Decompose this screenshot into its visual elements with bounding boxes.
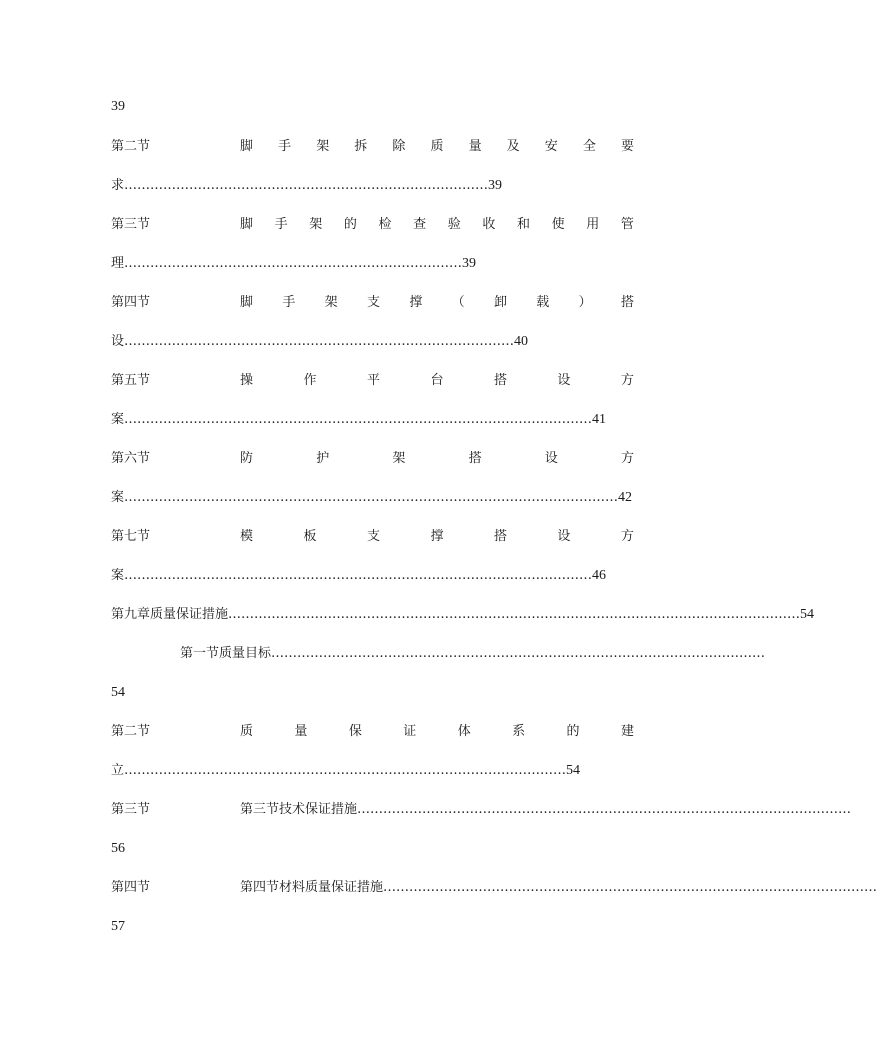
- toc-title-char: 证: [403, 724, 417, 739]
- toc-title-char: 平: [366, 373, 380, 388]
- toc-leader-dots: ……………………………………………………………………………………………………: [124, 490, 619, 505]
- toc-leader-dots: ……………………………………………………………………………………………………: [383, 880, 877, 895]
- toc-page-number: 46: [592, 568, 607, 583]
- toc-title-char: 要: [620, 139, 634, 154]
- toc-section-title: 第三节技术保证措施: [240, 802, 358, 817]
- toc-leader-line: [111, 178, 502, 194]
- toc-chapter-title: 第九章质量保证措施: [111, 607, 229, 622]
- toc-title-char: 支: [366, 529, 380, 544]
- toc-title-tail: 案: [111, 412, 125, 427]
- toc-section-line: [240, 880, 877, 896]
- toc-title-char: 搭: [493, 529, 507, 544]
- toc-title-char: 方: [620, 529, 634, 544]
- toc-title-char: 脚: [240, 295, 254, 310]
- toc-title-char: 操: [240, 373, 254, 388]
- toc-title-char: 体: [457, 724, 471, 739]
- toc-section-label: 第四节: [111, 880, 151, 895]
- toc-page-number: 42: [618, 490, 633, 505]
- toc-leader-dots: …………………………………………………………………………: [124, 178, 489, 193]
- toc-title-char: 脚: [240, 139, 254, 154]
- toc-section-label: 第七节: [111, 529, 151, 544]
- toc-section-label: 第三节: [111, 217, 151, 232]
- toc-title-char: 设: [557, 529, 571, 544]
- toc-page-number: 54: [566, 763, 581, 778]
- toc-page-number: 57: [111, 919, 125, 934]
- toc-section-label: 第五节: [111, 373, 151, 388]
- toc-title-char: 模: [240, 529, 254, 544]
- toc-title-char: 手: [278, 139, 292, 154]
- toc-title-char: 手: [282, 295, 296, 310]
- toc-page-number: 56: [111, 841, 125, 856]
- toc-page-number: 39: [462, 256, 477, 271]
- toc-title-char: 载: [536, 295, 550, 310]
- toc-section-title: [240, 529, 634, 545]
- toc-leader-dots: ………………………………………………………………………………: [124, 334, 515, 349]
- toc-section-title: 第四节材料质量保证措施: [240, 880, 384, 895]
- toc-title-char: 验: [447, 217, 461, 232]
- toc-section-label: 第二节: [111, 724, 151, 739]
- toc-page-number: 39: [488, 178, 503, 193]
- toc-title-char: 支: [366, 295, 380, 310]
- toc-title-char: 台: [430, 373, 444, 388]
- toc-title-tail: 理: [111, 256, 125, 271]
- toc-title-char: 卸: [493, 295, 507, 310]
- toc-section-title: 第一节质量目标: [180, 646, 272, 661]
- toc-title-char: 的: [343, 217, 357, 232]
- toc-title-char: 搭: [493, 373, 507, 388]
- toc-section-title: [240, 373, 634, 389]
- toc-section-line: [240, 802, 852, 818]
- toc-title-char: 的: [566, 724, 580, 739]
- toc-title-char: 架: [324, 295, 338, 310]
- toc-title-char: 架: [392, 451, 406, 466]
- toc-section-title: [240, 724, 634, 740]
- toc-title-char: 设: [557, 373, 571, 388]
- toc-title-char: 方: [620, 451, 634, 466]
- toc-title-char: 脚: [240, 217, 254, 232]
- toc-title-char: 手: [274, 217, 288, 232]
- toc-section-line: [180, 646, 766, 662]
- toc-title-char: 及: [506, 139, 520, 154]
- toc-title-tail: 案: [111, 490, 125, 505]
- toc-title-char: 拆: [354, 139, 368, 154]
- toc-leader-dots: ……………………………………………………………………: [124, 256, 463, 271]
- toc-title-tail: 立: [111, 763, 125, 778]
- toc-title-char: 全: [582, 139, 596, 154]
- toc-leader-dots: ……………………………………………………………………………………………………: [271, 646, 766, 661]
- toc-leader-line: [111, 256, 476, 272]
- toc-page-number: 54: [111, 685, 125, 700]
- toc-title-char: 搭: [620, 295, 634, 310]
- toc-leader-line: [111, 412, 606, 428]
- toc-leader-line: [111, 490, 632, 506]
- toc-title-char: 板: [303, 529, 317, 544]
- toc-title-tail: 设: [111, 334, 125, 349]
- toc-title-char: 架: [309, 217, 323, 232]
- toc-page-number: 41: [592, 412, 607, 427]
- toc-title-char: 架: [316, 139, 330, 154]
- toc-title-char: 用: [586, 217, 600, 232]
- toc-title-char: 检: [378, 217, 392, 232]
- toc-title-char: 建: [620, 724, 634, 739]
- toc-title-char: 质: [430, 139, 444, 154]
- toc-title-char: 系: [512, 724, 526, 739]
- toc-chapter-line: [111, 607, 814, 623]
- toc-title-char: 和: [517, 217, 531, 232]
- toc-section-label: 第四节: [111, 295, 151, 310]
- toc-title-char: 方: [620, 373, 634, 388]
- toc-page-number: 39: [111, 99, 125, 114]
- toc-title-char: 使: [551, 217, 565, 232]
- toc-section-title: [240, 451, 634, 467]
- toc-title-char: 防: [240, 451, 254, 466]
- toc-page-number: 54: [800, 607, 815, 622]
- toc-title-char: 量: [468, 139, 482, 154]
- toc-section-label: 第六节: [111, 451, 151, 466]
- toc-title-char: 作: [303, 373, 317, 388]
- toc-title-tail: 求: [111, 178, 125, 193]
- toc-title-char: 管: [620, 217, 634, 232]
- toc-title-char: 除: [392, 139, 406, 154]
- toc-title-char: （: [451, 295, 465, 310]
- toc-section-title: [240, 139, 634, 155]
- toc-leader-line: [111, 568, 606, 584]
- toc-section-label: 第二节: [111, 139, 151, 154]
- toc-leader-dots: ………………………………………………………………………………………………: [124, 412, 593, 427]
- toc-title-char: 搭: [468, 451, 482, 466]
- toc-title-char: 设: [544, 451, 558, 466]
- toc-title-char: 查: [413, 217, 427, 232]
- toc-section-label: 第三节: [111, 802, 151, 817]
- toc-title-char: 撑: [409, 295, 423, 310]
- toc-section-title: [240, 295, 634, 311]
- toc-leader-dots: …………………………………………………………………………………………: [124, 763, 567, 778]
- toc-page-number: 40: [514, 334, 529, 349]
- toc-leader-line: [111, 763, 580, 779]
- toc-leader-dots: ………………………………………………………………………………………………: [124, 568, 593, 583]
- toc-leader-dots: ……………………………………………………………………………………………………………………: [228, 607, 801, 622]
- toc-title-char: 撑: [430, 529, 444, 544]
- toc-title-tail: 案: [111, 568, 125, 583]
- toc-title-char: ）: [578, 295, 592, 310]
- toc-title-char: 安: [544, 139, 558, 154]
- toc-leader-line: [111, 334, 528, 350]
- toc-title-char: 保: [348, 724, 362, 739]
- toc-title-char: 量: [294, 724, 308, 739]
- toc-title-char: 质: [240, 724, 254, 739]
- toc-leader-dots: ……………………………………………………………………………………………………: [357, 802, 852, 817]
- toc-title-char: 护: [316, 451, 330, 466]
- toc-section-title: [240, 217, 634, 233]
- toc-title-char: 收: [482, 217, 496, 232]
